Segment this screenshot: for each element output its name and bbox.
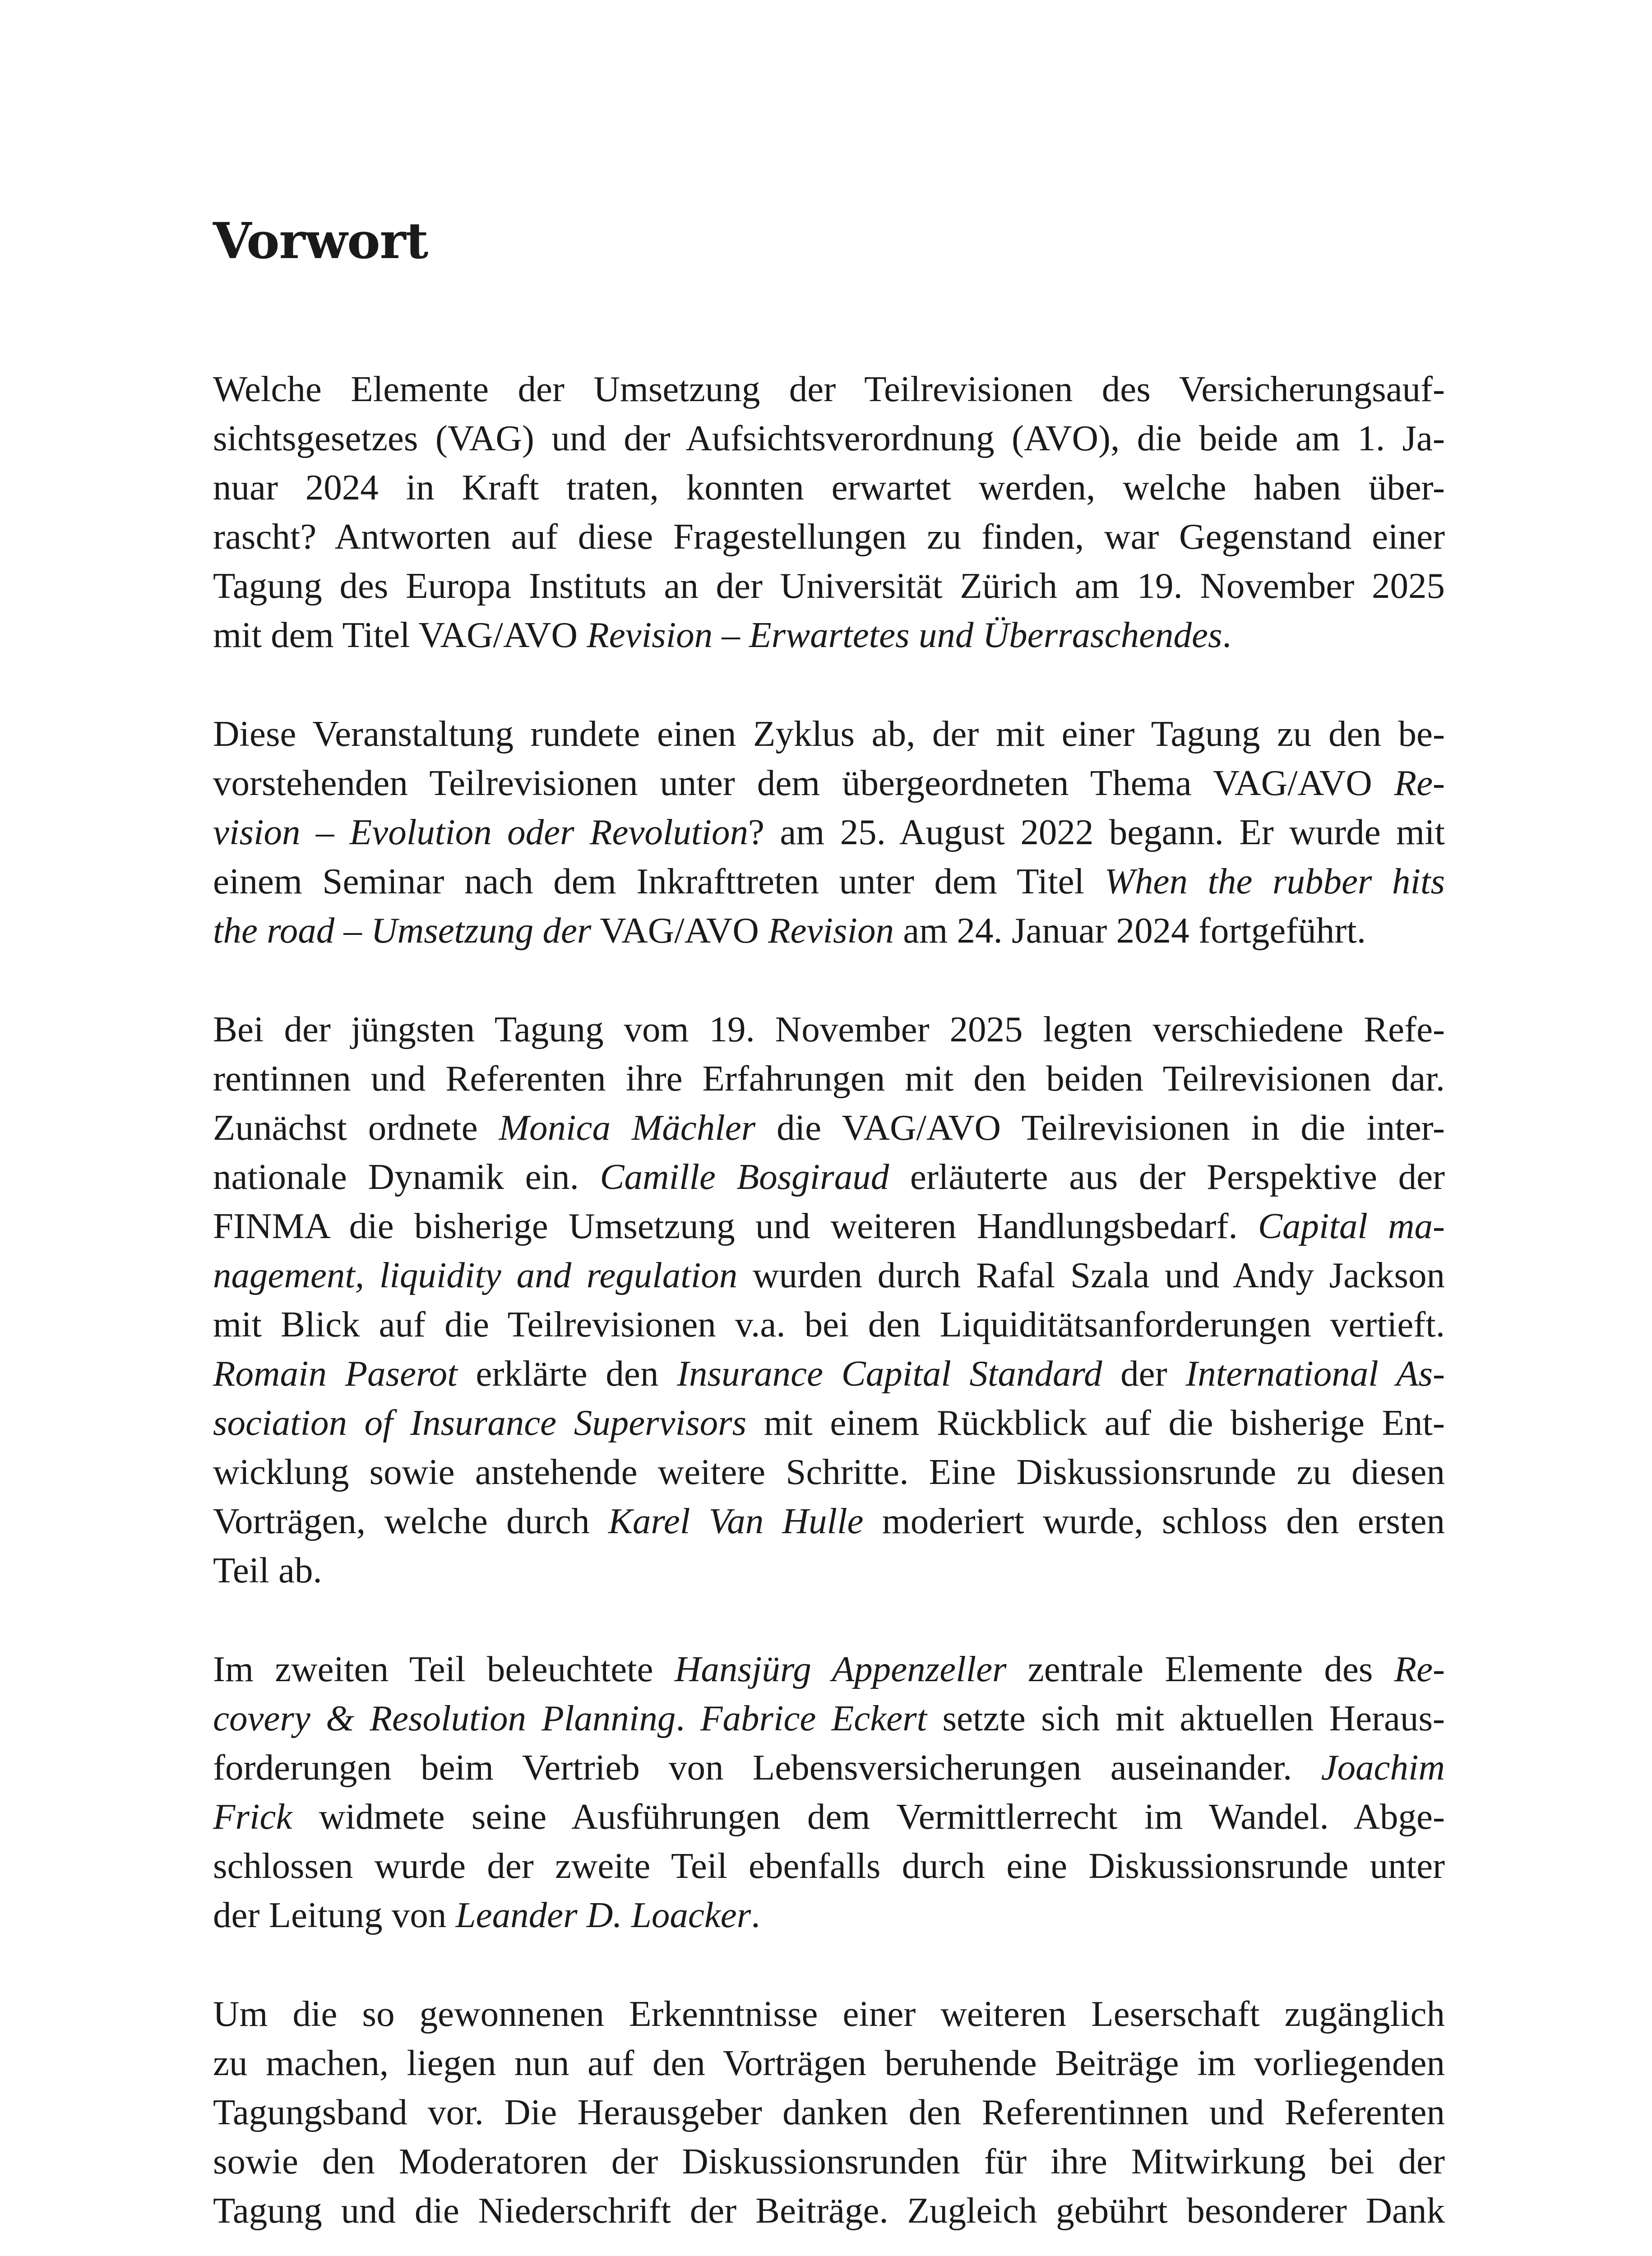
text-segment: . [676,1698,700,1738]
text-segment: Zunächst ordnete [213,1107,499,1148]
paragraph [213,1645,1445,1940]
text-segment: Vorträgen, welche durch [213,1501,608,1541]
paragraph [213,1989,1445,2235]
text-line [213,1005,1445,1054]
text-segment: Bei der jüngsten Tagung vom 19. November 2025 legten verschiedene Refe- [213,1009,1445,1049]
text-line [213,414,1445,463]
text-line [213,1349,1445,1398]
italic-text: Revision [768,910,894,951]
text-segment: setzte sich mit aktuellen Heraus- [927,1698,1445,1738]
text-segment: der [1102,1353,1186,1394]
text-segment: rascht? Antworten auf diese Fragestellungen zu finden, war Gegenstand einer [213,516,1445,557]
body-text [213,365,1445,2235]
italic-text: Revision – Erwartetes und Überraschendes [587,615,1222,655]
text-segment: nuar 2024 in Kraft traten, konnten erwartet werden, welche haben über- [213,467,1445,508]
text-segment: ? am 25. August 2022 begann. Er wurde mit [748,812,1445,852]
text-segment: wurden durch Rafal Szala und Andy Jackson [737,1255,1445,1295]
text-line [213,1989,1445,2039]
text-segment: am 24. Januar 2024 fortgeführt. [894,910,1366,951]
text-line [213,1841,1445,1891]
italic-text: nagement, liquidity and regulation [213,1255,738,1295]
text-segment: nationale Dynamik ein. [213,1156,600,1197]
text-segment: sichtsgesetzes (VAG) und der Aufsichtsverordnung (AVO), die beide am 1. Ja- [213,418,1445,458]
text-segment: sowie den Moderatoren der Diskussionsrunden für ihre Mitwirkung bei der [213,2141,1445,2182]
text-segment: Im zweiten Teil beleuchtete [213,1649,675,1689]
text-line [213,2088,1445,2137]
text-segment: einem Seminar nach dem Inkrafttreten unter dem Titel [213,861,1105,901]
text-line [213,1103,1445,1152]
italic-text: the road – Umsetzung der [213,910,592,951]
text-segment: . [751,1895,760,1935]
text-line [213,1447,1445,1497]
text-line [213,709,1445,758]
text-segment: Welche Elemente der Umsetzung der Teilrevisionen des Versicherungsauf- [213,369,1445,409]
text-segment: . [1222,615,1231,655]
text-segment: erläuterte aus der Perspektive der [889,1156,1445,1197]
italic-text: Monica Mächler [499,1107,756,1148]
paragraph [213,1005,1445,1595]
italic-text: Re- [1394,763,1445,803]
text-segment: Um die so gewonnenen Erkenntnisse einer weiteren Leserschaft zugänglich [213,1993,1445,2034]
text-segment: Teil ab. [213,1550,322,1590]
italic-text: Re- [1394,1649,1445,1689]
text-line [213,2039,1445,2088]
text-line [213,1645,1445,1694]
text-segment: moderiert wurde, schloss den ersten [863,1501,1445,1541]
text-segment: Tagungsband vor. Die Herausgeber danken den Referentinnen und Referenten [213,2092,1445,2132]
text-line [213,463,1445,512]
text-line [213,808,1445,857]
text-line [213,512,1445,561]
text-line [213,561,1445,610]
paragraph [213,365,1445,660]
text-line [213,857,1445,906]
text-line [213,1300,1445,1349]
italic-text: Joachim [1321,1747,1445,1788]
italic-text: Leander D. Loacker [455,1895,751,1935]
text-segment: die VAG/AVO Teilrevisionen in die inter- [755,1107,1445,1148]
italic-text: Capital ma- [1258,1206,1445,1246]
italic-text: Camille Bosgiraud [600,1156,889,1197]
text-segment: Tagung des Europa Instituts an der Universität Zürich am 19. November 2025 [213,565,1445,606]
text-line [213,1546,1445,1595]
text-segment: forderungen beim Vertrieb von Lebensversicherungen auseinander. [213,1747,1321,1788]
text-line [213,610,1445,660]
text-segment: schlossen wurde der zweite Teil ebenfalls durch eine Diskussionsrunde unter [213,1845,1445,1886]
text-segment: rentinnen und Referenten ihre Erfahrungen mit den beiden Teilrevisionen dar. [213,1058,1445,1099]
italic-text: covery & Resolution Planning [213,1698,676,1738]
italic-text: vision – Evolution oder Revolution [213,812,748,852]
text-line [213,2186,1445,2235]
text-segment: Tagung und die Niederschrift der Beiträge. Zugleich gebührt besonderer Dank [213,2190,1445,2231]
text-segment: zentrale Elemente des [1006,1649,1394,1689]
italic-text: Frick [213,1796,292,1837]
text-segment: der Leitung von [213,1895,456,1935]
italic-text: Insurance Capital Standard [677,1353,1102,1394]
text-line [213,1891,1445,1940]
italic-text: International As- [1185,1353,1445,1394]
text-segment: VAG/AVO [591,910,768,951]
text-line [213,1202,1445,1251]
italic-text: sociation of Insurance Supervisors [213,1402,747,1443]
page-title: Vorwort [213,212,428,270]
italic-text: Karel Van Hulle [608,1501,864,1541]
text-line [213,365,1445,414]
text-segment: Diese Veranstaltung rundete einen Zyklus ab, der mit einer Tagung zu den be- [213,713,1445,754]
text-line [213,758,1445,808]
text-segment: zu machen, liegen nun auf den Vorträgen beruhende Beiträge im vorliegenden [213,2043,1445,2083]
text-line [213,1743,1445,1792]
italic-text: Fabrice Eckert [700,1698,927,1738]
text-segment: mit einem Rückblick auf die bisherige Ent- [746,1402,1445,1443]
text-segment: FINMA die bisherige Umsetzung und weiteren Handlungsbedarf. [213,1206,1258,1246]
text-line [213,1497,1445,1546]
paragraph [213,709,1445,955]
text-segment: erklärte den [457,1353,677,1394]
text-line [213,1251,1445,1300]
text-line [213,2137,1445,2186]
text-line [213,1054,1445,1103]
text-segment: wicklung sowie anstehende weitere Schritte. Eine Diskussionsrunde zu diesen [213,1452,1445,1492]
text-segment: vorstehenden Teilrevisionen unter dem übergeordneten Thema VAG/AVO [213,763,1394,803]
text-line [213,1694,1445,1743]
text-line [213,906,1445,955]
text-segment: mit dem Titel VAG/AVO [213,615,587,655]
italic-text: When the rubber hits [1104,861,1445,901]
text-segment: widmete seine Ausführungen dem Vermittlerrecht im Wandel. Abge- [292,1796,1445,1837]
italic-text: Romain Paserot [213,1353,458,1394]
text-segment: mit Blick auf die Teilrevisionen v.a. bei den Liquiditätsanforderungen vertieft. [213,1304,1445,1345]
text-line [213,1792,1445,1841]
italic-text: Hansjürg Appenzeller [674,1649,1007,1689]
text-line [213,1398,1445,1447]
text-line [213,1152,1445,1202]
